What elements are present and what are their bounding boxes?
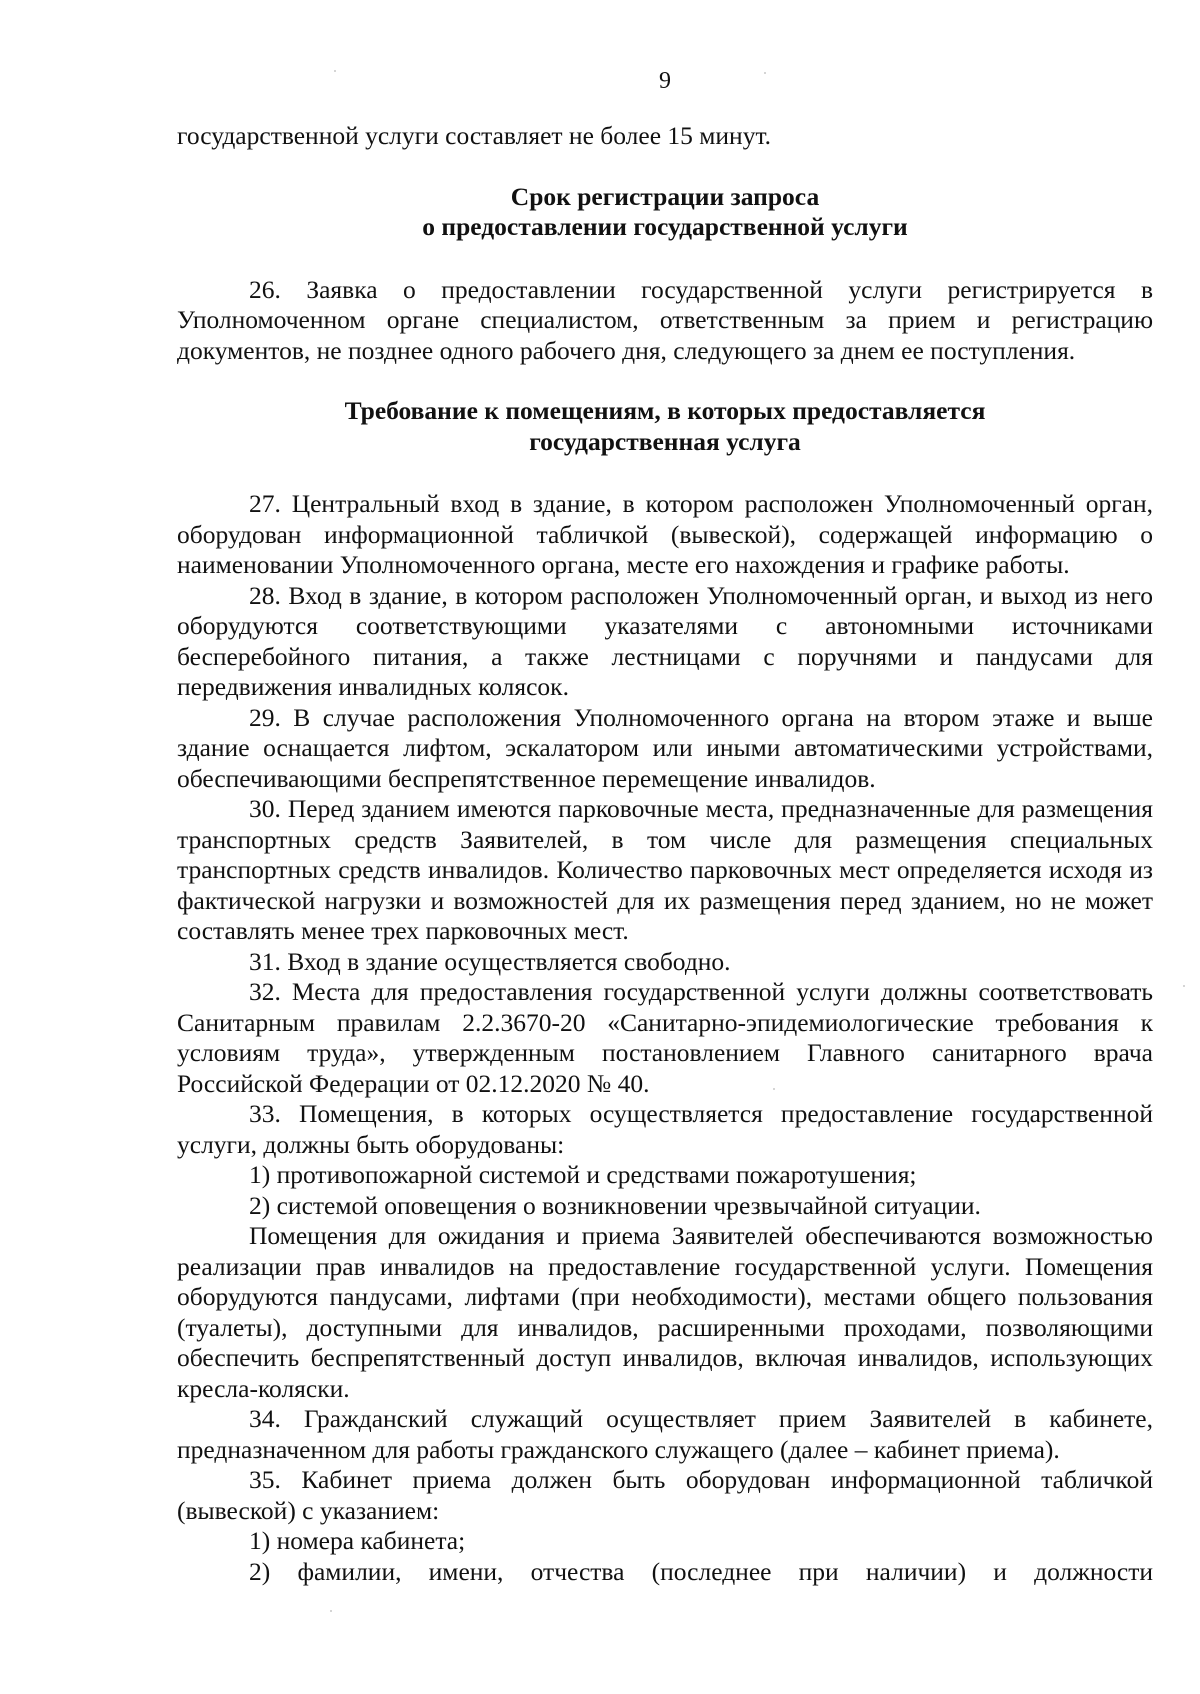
document-body [177,121,1153,1587]
section-heading-line: Срок регистрации запроса [510,181,820,211]
paragraph: Помещения для ожидания и приема Заявителей обеспечиваются возможностью реализации прав инвалидов на предоставление государственной услуги. Помещения оборудуются пандусами, лифтами (при необходимости), местами общего пользования (туалеты), доступными для инвалидов, расширенными проходами, позволяющими обеспечить беспрепятственный доступ инвалидов, включая инвалидов, использующих кресла-коляски. [177,1221,1153,1403]
paragraph: 1) противопожарной системой и средствами пожаротушения; [249,1160,917,1189]
paragraph: 2) системой оповещения о возникновении чрезвычайной ситуации. [249,1190,981,1220]
paragraph: 35. Кабинет приема должен быть оборудован информационной табличкой (вывеской) с указанием: [177,1465,1153,1525]
scan-speck [1183,985,1185,987]
paragraph: 31. Вход в здание осуществляется свободно. [249,946,731,976]
section-heading-line: о предоставлении государственной услуги [422,212,908,241]
scan-speck [773,1088,775,1090]
scan-speck [764,72,766,74]
paragraph: 32. Места для предоставления государственной услуги должны соответствовать Санитарным правилам 2.2.3670-20 «Санитарно-эпидемиологические требования к условиям труда», утвержденным постановлением Главного санитарного врача Российской Федерации от 02.12.2020 № 40. [177,977,1153,1098]
paragraph: 34. Гражданский служащий осуществляет прием Заявителей в кабинете, предназначенном для работы гражданского служащего (далее – кабинет приема). [177,1404,1153,1464]
section-heading-line: государственная услуга [529,426,801,456]
paragraph: 29. В случае расположения Уполномоченного органа на втором этаже и выше здание оснащается лифтом, эскалатором или иными автоматическими устройствами, обеспечивающими беспрепятственное перемещение инвалидов. [177,702,1153,793]
paragraph: 1) номера кабинета; [249,1526,466,1555]
section-heading-line: Требование к помещениям, в которых предоставляется [344,396,986,425]
section-heading [177,396,1153,457]
scan-speck [330,1610,332,1612]
page-number: 9 [659,68,671,94]
paragraph: государственной услуги составляет не более 15 минут. [177,121,772,150]
paragraph: 28. Вход в здание, в котором расположен Уполномоченный орган, и выход из него оборудуются соответствующими указателями с автономными источниками бесперебойного питания, а также лестницами с поручнями и пандусами для передвижения инвалидных колясок. [177,580,1153,701]
paragraph: 30. Перед зданием имеются парковочные места, предназначенные для размещения транспортных средств Заявителей, в том числе для размещения специальных транспортных средств инвалидов. Количество парковочных мест определяется исходя из фактической нагрузки и возможностей для их размещения перед зданием, но не может составлять менее трех парковочных мест. [177,794,1153,945]
paragraph: 27. Центральный вход в здание, в котором расположен Уполномоченный орган, оборудован информационной табличкой (вывеской), содержащей информацию о наименовании Уполномоченного органа, месте его нахождения и графике работы. [177,489,1153,579]
paragraph: 26. Заявка о предоставлении государственной услуги регистрируется в Уполномоченном органе специалистом, ответственным за прием и регистрацию документов, не позднее одного рабочего дня, следующего за днем ее поступления. [177,274,1153,365]
paragraph: 33. Помещения, в которых осуществляется предоставление государственной услуги, должны быть оборудованы: [177,1099,1153,1159]
paragraph: 2) фамилии, имени, отчества (последнее при наличии) и должности [249,1556,1153,1586]
scan-speck [334,70,336,72]
section-heading [177,182,1153,243]
